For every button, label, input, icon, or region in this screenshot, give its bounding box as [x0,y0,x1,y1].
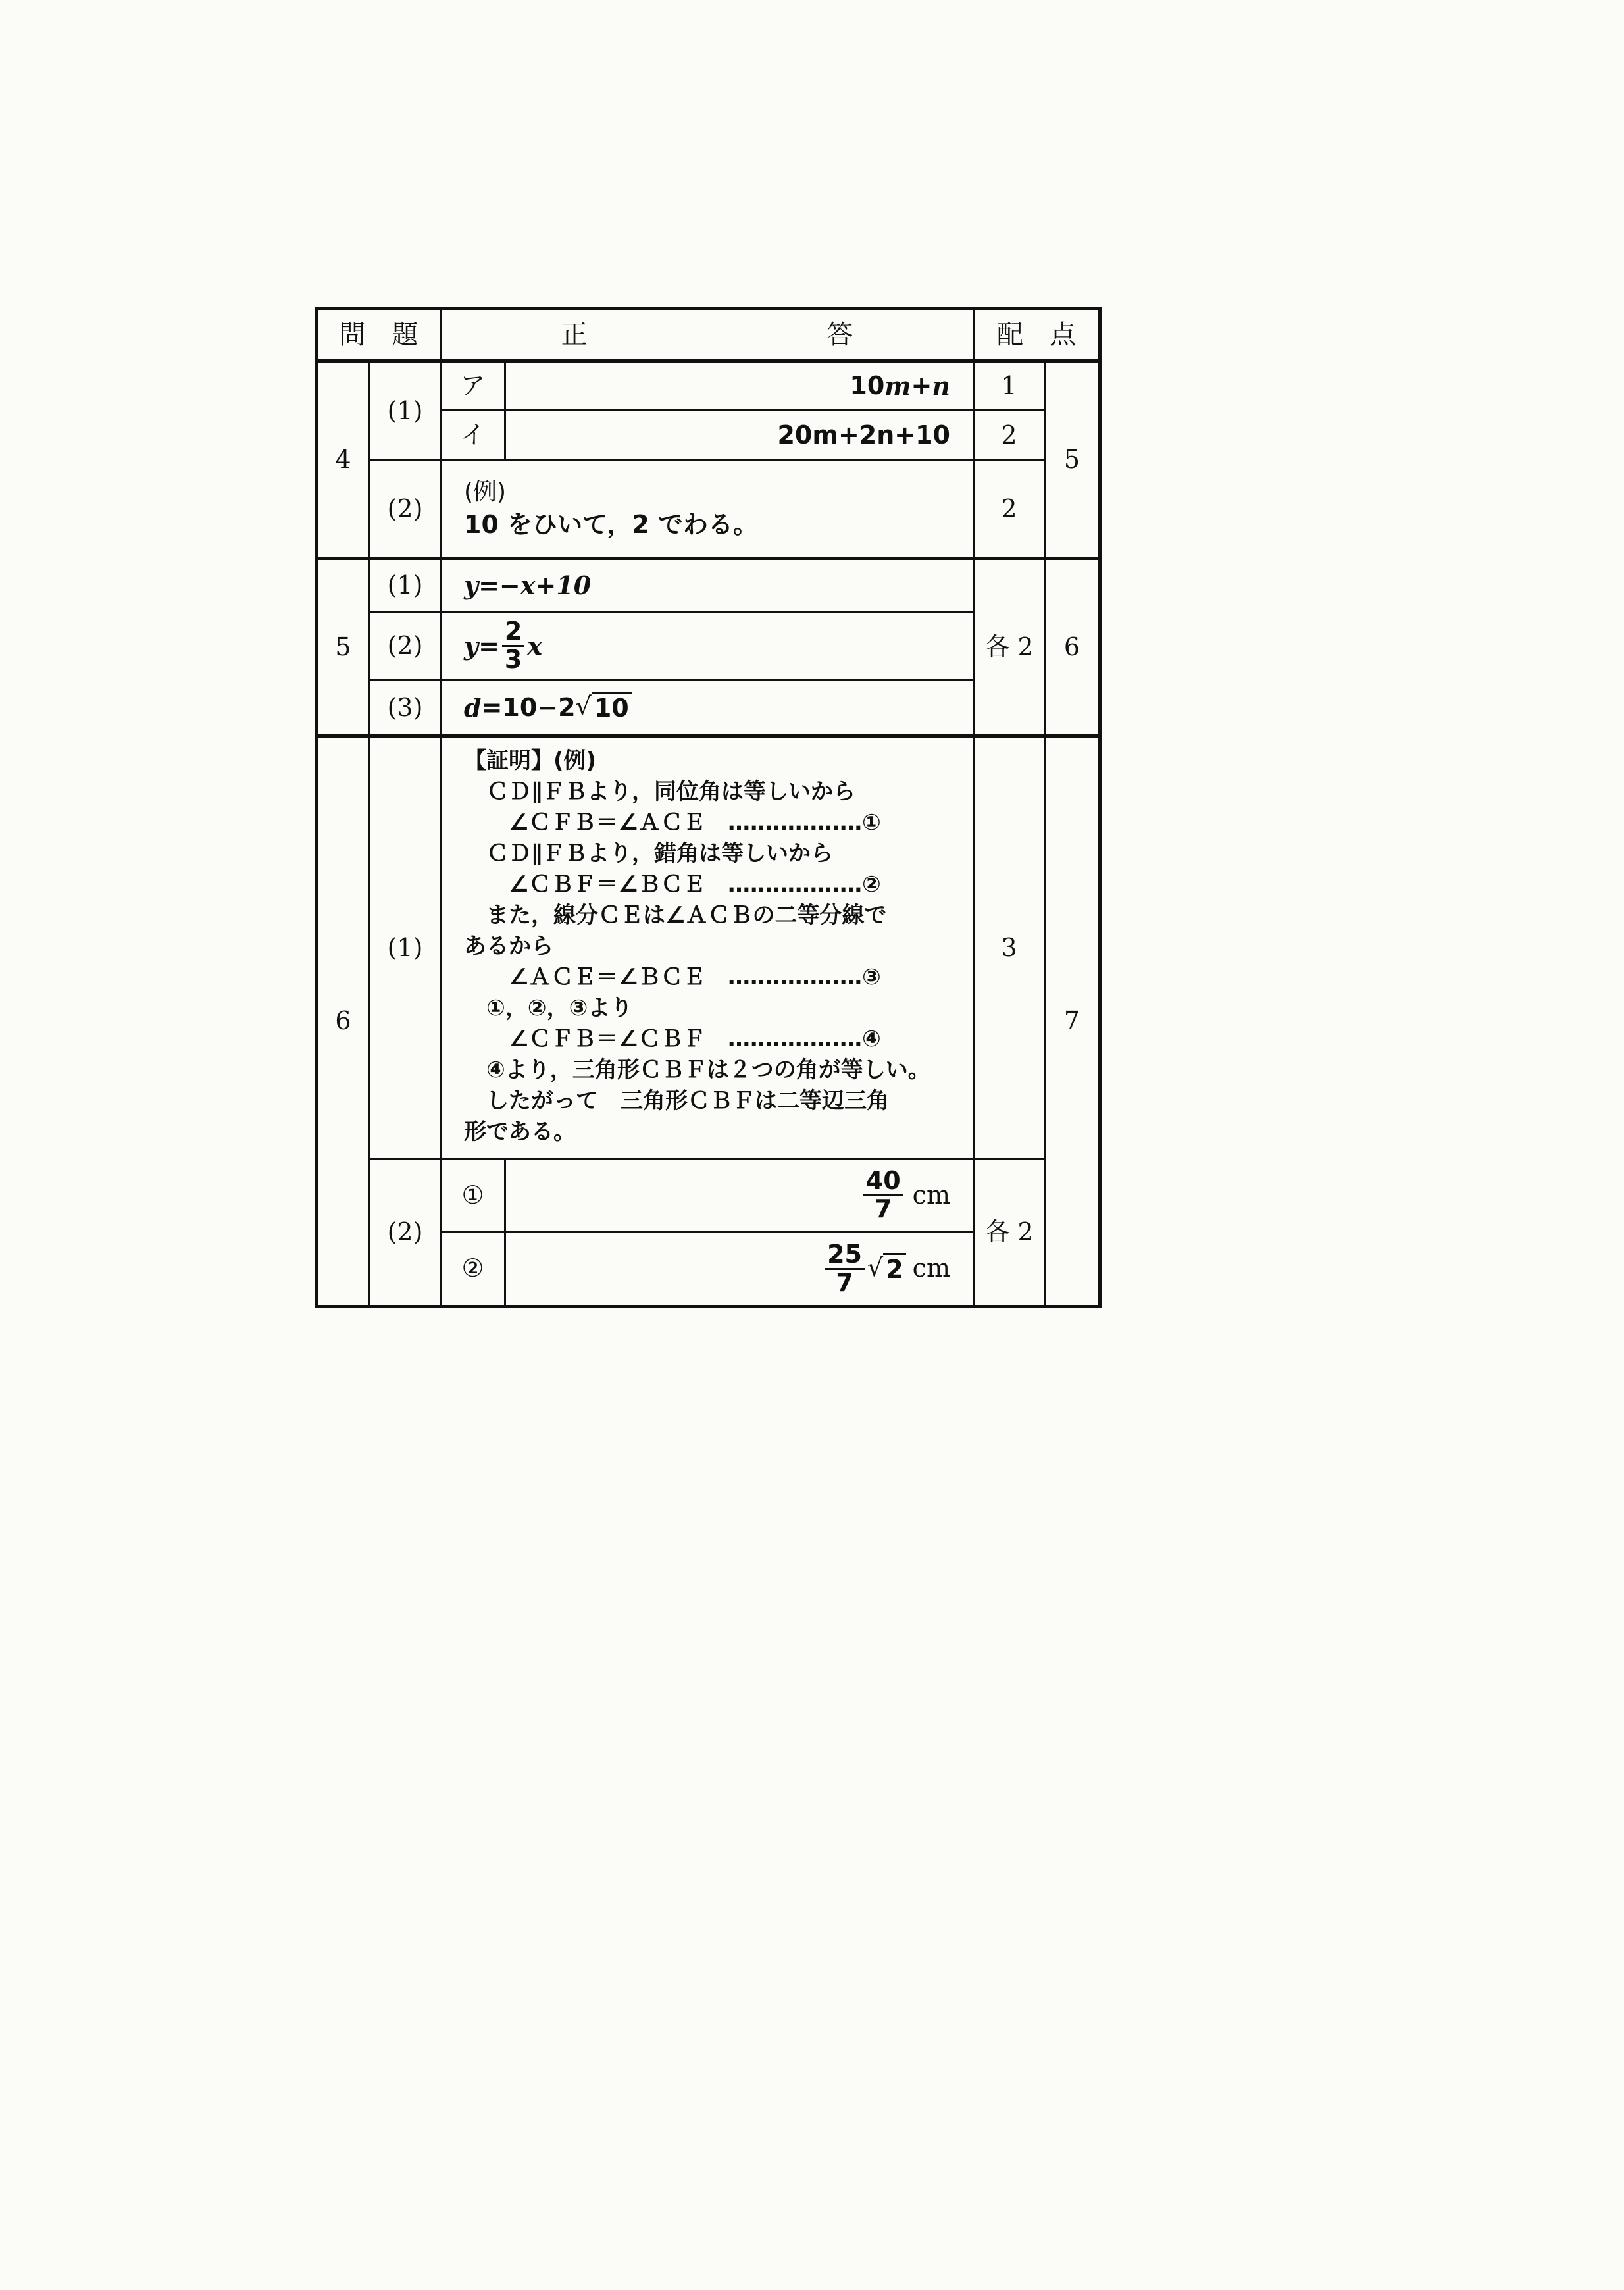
q6-s2-label [442,1233,506,1305]
q4-total [1046,363,1098,560]
q5-p2-den: 3 [504,645,522,674]
proof-line: ④より，三角形ＣＢＦは２つの角が等しい。 [464,1057,930,1083]
q5-p2-label [370,613,442,681]
q5-p1-answer-text: y=−x+10 [464,570,592,600]
q4-p2-points [975,461,1046,560]
q6-s2-num: 25 [825,1242,865,1270]
q6-p2-label [370,1160,442,1305]
q6-number-text: 6 [335,1006,351,1036]
q5-total [1046,560,1098,738]
q4-i-points-text: 2 [1001,420,1017,449]
q4-p2-points-text: 2 [1001,494,1017,523]
header-mondai [318,310,442,363]
q6-s1-den: 7 [875,1194,892,1223]
q4-number-text: 4 [335,444,351,474]
q6-s1-answer [506,1160,975,1233]
q4-i-label-text: イ [460,420,486,449]
q6-s1-label [442,1160,506,1233]
q4-i-label [442,411,506,461]
q5-p1-label-text: (1) [387,570,423,599]
q4-i-points [975,411,1046,461]
q4-a-answer [506,363,975,411]
header-mondai-text: 問 題 [339,319,419,350]
q6-s1-label-text: ① [461,1180,484,1209]
q4-a-label [442,363,506,411]
q5-p2-rhs: x [527,630,543,661]
proof-line: ①，②，③より [464,995,633,1021]
q5-points [975,560,1046,738]
header-seito-1: 正 [561,319,588,350]
q6-p1-points [975,738,1046,1160]
q4-number [318,363,370,560]
q4-total-text: 5 [1063,444,1080,474]
q6-p1-proof-cell [442,738,975,1160]
q4-p1-label-text: (1) [387,395,423,425]
q5-p3-answer [442,681,975,738]
q6-s2-label-text: ② [461,1254,484,1283]
q4-a-points [975,363,1046,411]
proof-line: 【証明】(例) [464,748,597,774]
q6-s2-sqrt: √ 2 [867,1253,906,1285]
proof-line: ＣＤ∥ＦＢより，錯角は等しいから [464,840,833,867]
q5-number-text: 5 [335,632,351,661]
q4-p2-answer [442,461,975,560]
q4-i-answer-text: 20m+2n+10 [777,420,950,449]
q6-s2-unit: cm [912,1254,950,1283]
q4-i-answer [506,411,975,461]
proof-line: ∠ＣＦＢ＝∠ＣＢＦ ………………④ [464,1026,881,1052]
q6-p2-label-text: (2) [387,1217,423,1247]
proof-line: ∠ＣＢＦ＝∠ＢＣＥ ………………② [464,871,881,898]
q6-p2-points [975,1160,1046,1305]
proof-line: また，線分ＣＥは∠ＡＣＢの二等分線で [464,902,887,929]
q5-p2-answer [442,613,975,681]
q6-s1-unit: cm [912,1180,950,1209]
q5-p2-num: 2 [502,619,524,647]
q5-number [318,560,370,738]
q4-p2-label-text: (2) [387,494,423,523]
proof-line: 形である。 [464,1119,576,1145]
proof-line: ＣＤ∥ＦＢより，同位角は等しいから [464,778,855,805]
proof-line: したがって 三角形ＣＢＦは二等辺三角 [464,1088,889,1114]
q6-s2-answer [506,1233,975,1305]
q6-p2-points-text: 各 2 [984,1217,1034,1247]
header-haiten [975,310,1098,363]
q5-p3-label [370,681,442,738]
q4-a-answer-var1: m [884,370,911,401]
q5-total-text: 6 [1063,632,1080,661]
q5-p2-fraction [502,619,524,673]
q6-p1-label-text: (1) [387,932,423,962]
q4-p2-example: (例) [464,478,507,506]
q4-a-answer-var2: n [932,370,950,401]
header-seito-2: 答 [826,319,853,350]
q4-a-answer-op: + [911,370,932,400]
q6-s1-num: 40 [863,1168,903,1196]
answer-table [315,307,1102,1308]
q6-s2-radicand: 2 [883,1253,905,1285]
q4-a-answer-pre: 10 [850,370,885,400]
q4-a-label-text: ア [460,370,486,400]
q6-s2-fraction [825,1239,865,1297]
q5-p3-label-text: (3) [387,692,423,722]
q5-p3-lhs: d [464,692,482,723]
proof-line: ∠ＣＦＢ＝∠ＡＣＥ ………………① [464,809,881,836]
header-haiten-text: 配 点 [997,319,1076,350]
q4-p1-label [370,363,442,461]
q5-p3-sqrt: √ 10 [576,692,632,724]
q4-a-points-text: 1 [1001,370,1017,400]
q6-p1-label [370,738,442,1160]
proof-line: ∠ＡＣＥ＝∠ＢＣＥ ………………③ [464,964,881,990]
q6-total-text: 7 [1063,1006,1080,1036]
q6-number [318,738,370,1305]
q5-points-text: 各 2 [984,632,1034,661]
proof-line: あるから [464,933,553,959]
q5-p3-mid: =10−2 [481,692,576,722]
q5-p2-lhs: y= [464,630,499,661]
q6-p1-points-text: 3 [1001,932,1017,962]
header-seito [442,310,975,363]
q6-total [1046,738,1098,1305]
q5-p1-answer [442,560,975,613]
q5-p2-label-text: (2) [387,630,423,660]
q5-p3-radicand: 10 [592,692,632,724]
q6-s2-den: 7 [836,1267,853,1297]
q5-p1-label [370,560,442,613]
q4-p2-label [370,461,442,560]
q6-s1-fraction [863,1168,903,1223]
q4-p2-answer-text: 10 をひいて，2 でわる。 [464,510,759,540]
q6-p1-proof [442,738,930,1148]
